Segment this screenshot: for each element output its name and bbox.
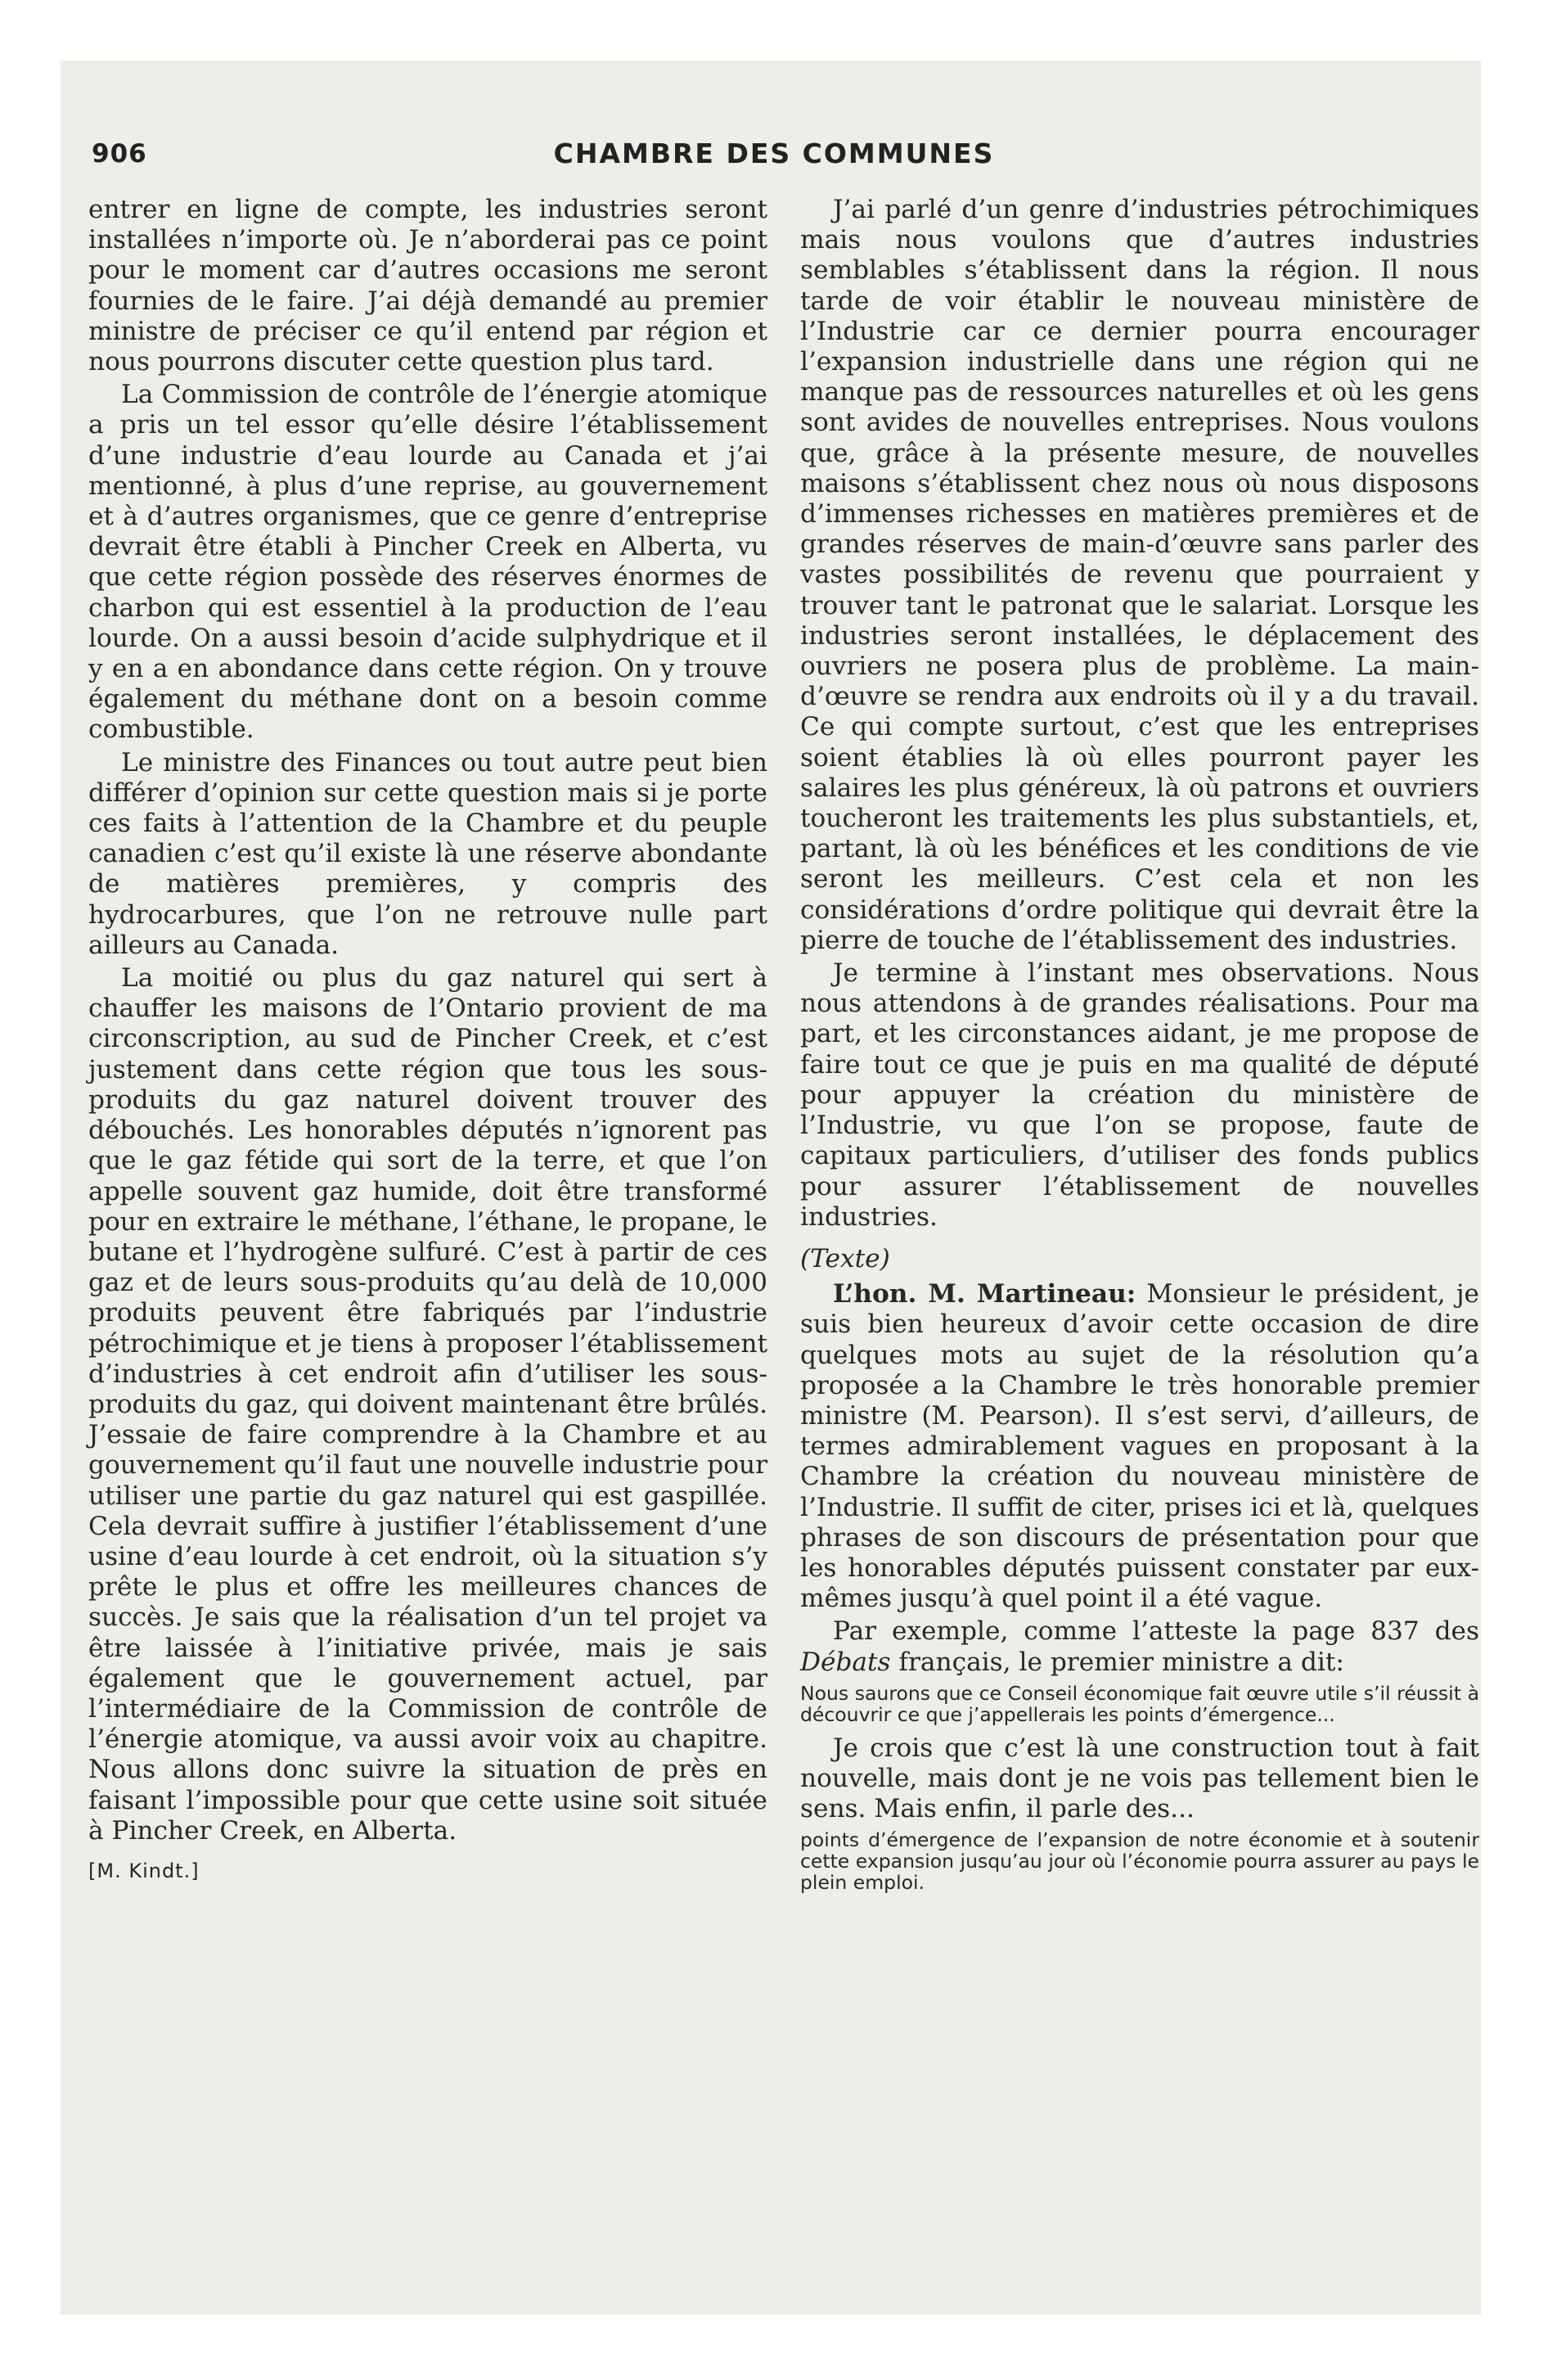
paragraph: J’ai parlé d’un genre d’industries pétrochimiques mais nous voulons que d’autres industries semblables s’établissent dans la région. Il nous tarde de voir établir le nouveau ministère de l’Industrie car ce dernier pourra encourager l’expansion industrielle dans une région qui ne manque pas de ressources naturelles et où les gens sont avides de nouvelles entreprises. Nous voulons que, grâce à la présente mesure, de nouvelles maisons s’établissent chez nous où nous disposons d’immenses richesses en matières premières et de grandes réserves de main-d’œuvre sans parler des vastes possibilités de revenu que pourraient y trouver tant le patronat que le salariat. Lorsque les industries seront installées, le déplacement des ouvriers ne posera plus de problème. La main-d’œuvre se rendra aux endroits où il y a du travail. Ce qui compte surtout, c’est que les entreprises soient établies là où elles pourront payer les salaires les plus généreux, là où patrons et ouvriers toucheront les traitements les plus substantiels, et, partant, là où les bénéfices et les conditions de vie seront les meilleurs. C’est cela et non les considérations d’ordre politique qui devrait être la pierre de touche de l’établissement des industries.: [800, 195, 1479, 955]
paragraph: Je crois que c’est là une construction tout à fait nouvelle, mais dont je ne vois pas tellement bien le sens. Mais enfin, il parle des...: [800, 1733, 1479, 1824]
paragraph-text: Monsieur le président, je suis bien heureux d’avoir cette occasion de dire quelques mots au sujet de la résolution qu’a proposée a la Chambre le très honorable premier ministre (M. Pearson). Il s’est servi, d’ailleurs, de termes admirablement vagues en proposant à la Chambre la création du nouveau ministère de l’Industrie. Il suffit de citer, prises ici et là, quelques phrases de son discours de présentation pour que les honorables députés puissent constater par eux-mêmes jusqu’à quel point il a été vague.: [800, 1279, 1479, 1614]
paragraph: [800, 1279, 1479, 1614]
paragraph: Le ministre des Finances ou tout autre peut bien différer d’opinion sur cette question mais si je porte ces faits à l’attention de la Chambre et du peuple canadien c’est qu’il existe là une réserve abondante de matières premières, y compris des hydrocarbures, que l’on ne retrouve nulle part ailleurs au Canada.: [88, 747, 767, 960]
paragraph: La moitié ou plus du gaz naturel qui sert à chauffer les maisons de l’Ontario provient de ma circonscription, au sud de Pincher Creek, et c’est justement dans cette région que tous les sous-produits du gaz naturel doivent trouver des débouchés. Les honorables députés n’ignorent pas que le gaz fétide qui sort de la terre, et que l’on appelle souvent gaz humide, doit être transformé pour en extraire le méthane, l’éthane, le propane, le butane et l’hydrogène sulfuré. C’est à partir de ces gaz et de leurs sous-produits qu’au delà de 10,000 produits peuvent être fabriqués par l’industrie pétrochimique et je tiens à proposer l’établissement d’industries à cet endroit afin d’utiliser les sous-produits du gaz, qui doivent maintenant être brûlés. J’essaie de faire comprendre à la Chambre et au gouvernement qu’il faut une nouvelle industrie pour utiliser une partie du gaz naturel qui est gaspillée. Cela devrait suffire à justifier l’établissement d’une usine d’eau lourde à cet endroit, où la situation s’y prête le plus et offre les meilleures chances de succès. Je sais que la réalisation d’un tel projet va être laissée à l’initiative privée, mais je sais également que le gouvernement actuel, par l’intermédiaire de la Commission de contrôle de l’énergie atomique, va aussi avoir voix au chapitre. Nous allons donc suivre la situation de près en faisant l’impossible pour que cette usine soit située à Pincher Creek, en Alberta.: [88, 963, 767, 1846]
paragraph: entrer en ligne de compte, les industries seront installées n’importe où. Je n’aborderai pas ce point pour le moment car d’autres occasions me seront fournies de le faire. J’ai déjà demandé au premier ministre de préciser ce qu’il entend par région et nous pourrons discuter cette question plus tard.: [88, 195, 767, 377]
paragraph: Je termine à l’instant mes observations. Nous nous attendons à de grandes réalisations. Pour ma part, et les circonstances aidant, je me propose de faire tout ce que je puis en ma qualité de député pour appuyer la création du ministère de l’Industrie, vu que l’on se propose, faute de capitaux particuliers, d’utiliser des fonds publics pour assurer l’établissement de nouvelles industries.: [800, 958, 1479, 1232]
paragraph-text: Par exemple, comme l’atteste la page 837 des: [833, 1616, 1479, 1647]
paragraph-text: français, le premier ministre a dit:: [890, 1647, 1344, 1677]
speaker-signature: [M. Kindt.]: [88, 1859, 200, 1882]
paragraph: La Commission de contrôle de l’énergie atomique a pris un tel essor qu’elle désire l’établissement d’une industrie d’eau lourde au Canada et j’ai mentionné, à plus d’une reprise, au gouvernement et à d’autres organismes, que ce genre d’entreprise devrait être établi à Pincher Creek en Alberta, vu que cette région possède des réserves énormes de charbon qui est essentiel à la production de l’eau lourde. On a aussi besoin d’acide sulphydrique et il y en a en abondance dans cette région. On y trouve également du méthane dont on a besoin comme combustible.: [88, 380, 767, 745]
section-heading: (Texte): [800, 1243, 890, 1273]
speaker-name: L’hon. M. Martineau:: [833, 1279, 1136, 1309]
paragraph: [800, 1616, 1479, 1677]
right-column: [800, 195, 1479, 1901]
running-head: CHAMBRE DES COMMUNES: [553, 137, 995, 169]
left-column: [88, 195, 767, 1889]
quotation: points d’émergence de l’expansion de notre économie et à soutenir cette expansion jusqu’au jour où l’économie pourra assurer au pays le plein emploi.: [800, 1828, 1479, 1895]
quotation: Nous saurons que ce Conseil économique fait œuvre utile s’il réussit à découvrir ce que j’appellerais les points d’émergence...: [800, 1681, 1479, 1726]
page-number: 906: [92, 139, 147, 169]
publication-title: Débats: [800, 1647, 891, 1677]
